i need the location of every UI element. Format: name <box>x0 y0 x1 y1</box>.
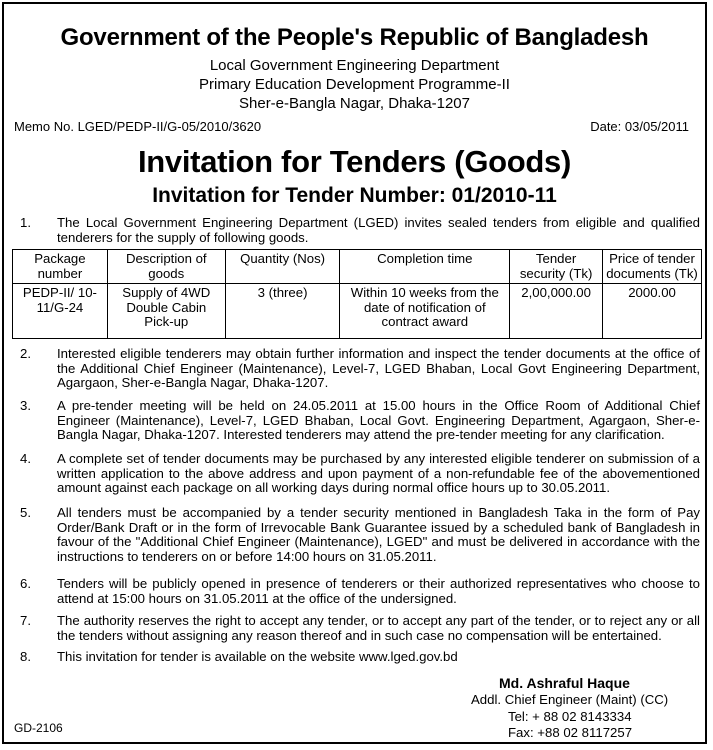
column-header: Package number <box>13 250 108 284</box>
clause-text: Tenders will be publicly opened in presence of tenderers or their authorized representatives who choose to attend at 15:00 hours on 31.05.2011 at the office of the undersigned. <box>57 576 700 606</box>
column-header: Description of goods <box>107 250 225 284</box>
clause-6 <box>14 577 700 606</box>
tender-security-cell: 2,00,000.00 <box>510 284 603 339</box>
package-number-cell: PEDP-II/ 10-11/G-24 <box>13 284 108 339</box>
memo-number: Memo No. LGED/PEDP-II/G-05/2010/3620 <box>14 119 262 134</box>
tender-number: Invitation for Tender Number: 01/2010-11 <box>152 184 557 207</box>
clause-number: 7. <box>20 613 31 628</box>
footer-code: GD-2106 <box>14 721 63 735</box>
office-address: Sher-e-Bangla Nagar, Dhaka-1207 <box>239 95 470 112</box>
clause-number: 8. <box>20 649 31 664</box>
clause-2 <box>14 347 700 391</box>
signatory-tel: Tel: + 88 02 8143334 <box>508 709 632 724</box>
description-cell: Supply of 4WD Double Cabin Pick-up <box>107 284 225 339</box>
clause-number: 1. <box>20 215 31 230</box>
clause-text: The authority reserves the right to accept any tender, or to accept any part of the tender, or to reject any or all the tenders without assigning any reason thereof and in such case no compensation will be entertained. <box>57 613 700 643</box>
signatory-name: Md. Ashraful Haque <box>499 675 630 691</box>
clause-1 <box>14 216 700 245</box>
notice-title: Invitation for Tenders (Goods) <box>137 144 572 179</box>
clause-4 <box>14 452 700 496</box>
column-header: Quantity (Nos) <box>225 250 340 284</box>
clause-number: 4. <box>20 451 31 466</box>
government-heading: Government of the People's Republic of Bangladesh <box>60 24 649 51</box>
table-header-row <box>13 250 702 284</box>
document-price-cell: 2000.00 <box>603 284 702 339</box>
clause-text: A pre-tender meeting will be held on 24.05.2011 at 15.00 hours in the Office Room of Additional Chief Engineer (Maintenance), Level-7, LGED Bhaban, Local Govt. Engineering Department, Agargaon, Sher-e-Bangla Nagar, Dhaka-1207. Interested tenderers may attend the pre-tender meeting for any clarification. <box>57 398 700 442</box>
quantity-cell: 3 (three) <box>225 284 340 339</box>
signatory-fax: Fax: +88 02 8117257 <box>508 725 633 740</box>
clause-text: All tenders must be accompanied by a tender security mentioned in Bangladesh Taka in the form of Pay Order/Bank Draft or in the form of Irrevocable Bank Guarantee issued by a scheduled bank of Bangladesh in favour of the "Additional Chief Engineer (Maintenance), LGED" and must be delivered in accordance with the instructions to tenderers on or before 14:00 hours on 31.05.2011. <box>57 505 700 564</box>
department-name: Local Government Engineering Department <box>209 57 500 74</box>
clause-7 <box>14 614 700 643</box>
clause-5 <box>14 506 700 564</box>
clause-number: 2. <box>20 346 31 361</box>
clause-text: Interested eligible tenderers may obtain further information and inspect the tender documents at the office of the Additional Chief Engineer (Maintenance), Level-7, LGED Bhaban, Local Govt Engineering Department, Agargaon, Sher-e-Bangla Nagar, Dhaka-1207. <box>57 346 700 390</box>
table-row <box>13 284 702 339</box>
column-header: Completion time <box>340 250 510 284</box>
clause-3 <box>14 399 700 443</box>
clause-number: 6. <box>20 576 31 591</box>
clause-text: The Local Government Engineering Department (LGED) invites sealed tenders from eligible and qualified tenderers for the supply of following goods. <box>57 215 700 245</box>
goods-table <box>12 249 702 339</box>
clause-text: This invitation for tender is available on the website www.lged.gov.bd <box>57 649 458 664</box>
tender-notice <box>2 2 707 744</box>
clause-number: 5. <box>20 505 31 520</box>
clause-number: 3. <box>20 398 31 413</box>
signatory-designation: Addl. Chief Engineer (Maint) (CC) <box>471 692 669 707</box>
programme-name: Primary Education Development Programme-II <box>199 76 510 93</box>
clause-text: A complete set of tender documents may be purchased by any interested eligible tenderer on submission of a written application to the above address and upon payment of a non-refundable fee of the abovementioned amount against each package on all working days during normal office hours up to 30.05.2011. <box>57 451 700 495</box>
memo-date: Date: 03/05/2011 <box>590 119 689 134</box>
clause-8 <box>14 650 700 665</box>
column-header: Price of tender documents (Tk) <box>603 250 702 284</box>
column-header: Tender security (Tk) <box>510 250 603 284</box>
completion-time-cell: Within 10 weeks from the date of notification of contract award <box>340 284 510 339</box>
